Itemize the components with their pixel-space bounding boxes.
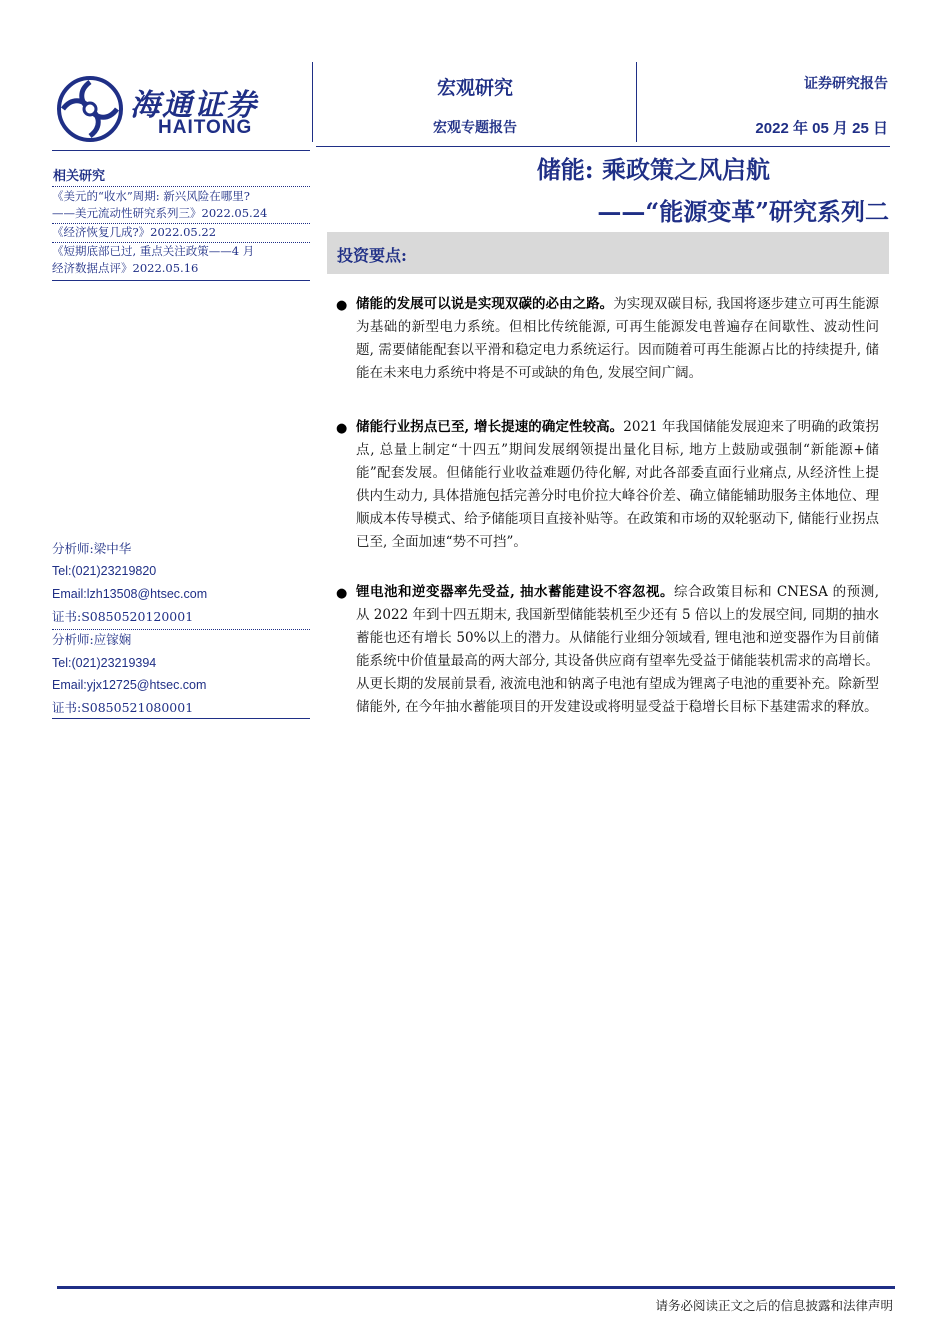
footer-disclaimer: 请务必阅读正文之后的信息披露和法律声明 bbox=[655, 1298, 893, 1313]
key-point-body: 2021 年我国储能发展迎来了明确的政策拐点, 总量上制定“十四五”期间发展纲领提出量化目标, 地方上鼓励或强制“新能源+储能”配套发展。但储能行业收益难题仍待化解, 对此各部委直面行业痛点, 从经济性上提供内生动力, 具体措施包括完善分时电价拉大峰谷价差、确立储能辅助服务主体地位、理顺成本传导模式、给予储能项目直接补贴等。在政策和市场的双轮驱动下, 储能行业拐点已至, 全面加速“势不可挡”。 bbox=[356, 419, 879, 550]
report-category: 宏观研究 bbox=[436, 77, 513, 99]
analyst-email[interactable]: Email:yjx12725@htsec.com bbox=[52, 678, 207, 692]
header-divider bbox=[636, 62, 637, 142]
bullet-icon: ● bbox=[336, 298, 348, 313]
bullet-icon: ● bbox=[336, 586, 348, 601]
related-report-link[interactable]: ——美元流动性研究系列三》2022.05.24 bbox=[52, 206, 268, 220]
logo-name-cn: 海通证券 bbox=[130, 88, 258, 123]
analyst-email[interactable]: Email:lzh13508@htsec.com bbox=[52, 587, 208, 601]
report-title: 储能: 乘政策之风启航 bbox=[536, 155, 770, 184]
key-point-body: 综合政策目标和 CNESA 的预测, 从 2022 年到十四五期末, 我国新型储能装机至少还有 5 倍以上的发展空间, 同期的抽水蓄能也还有增长 50%以上的潜力。从储能行业细分领域看, 锂电池和逆变器作为目前储能系统中价值量最高的两大部分, 其设备供应商有望率先受益于储能装机需求的高增长。从更长期的发展前景看, 液流电池和钠离子电池有望成为锂离子电池的重要补充。除新型储能外, 在今年抽水蓄能项目的开发建设或将明显受益于稳增长目标下基建需求的释放。 bbox=[356, 584, 879, 715]
key-point bbox=[356, 293, 879, 385]
analyst-tel: Tel:(021)23219394 bbox=[52, 656, 157, 670]
key-point bbox=[356, 416, 879, 554]
analyst-name: 分析师:应镓娴 bbox=[52, 632, 132, 647]
key-point-body: 为实现双碳目标, 我国将逐步建立可再生能源为基础的新型电力系统。但相比传统能源, 可再生能源发电普遍存在间歇性、波动性问题, 需要储能配套以平滑和稳定电力系统运行。因而随着可再生能源占比的持续提升, 储能在未来电力系统中将是不可或缺的角色, 发展空间广阔。 bbox=[356, 296, 879, 381]
divider bbox=[52, 186, 310, 187]
related-report-link[interactable]: 经济数据点评》2022.05.16 bbox=[52, 261, 199, 275]
haitong-logo-icon bbox=[57, 76, 123, 142]
related-research-title: 相关研究 bbox=[53, 169, 106, 184]
divider bbox=[52, 280, 310, 281]
key-point-heading: 储能的发展可以说是实现双碳的必由之路。 bbox=[356, 296, 614, 312]
related-report-link[interactable]: 《美元的“收水”周期: 新兴风险在哪里? bbox=[52, 189, 250, 203]
analyst-name: 分析师:梁中华 bbox=[52, 541, 132, 556]
footer-rule bbox=[57, 1286, 895, 1289]
logo-name-en: HAITONG bbox=[158, 117, 253, 138]
report-subtitle: ——“能源变革”研究系列二 bbox=[597, 197, 889, 226]
analyst-cert: 证书:S0850520120001 bbox=[52, 609, 194, 624]
related-report-link[interactable]: 《短期底部已过, 重点关注政策——4 月 bbox=[52, 244, 255, 258]
analyst-tel: Tel:(021)23219820 bbox=[52, 564, 157, 578]
header-separator bbox=[316, 146, 890, 147]
key-points-header bbox=[327, 232, 889, 274]
report-type: 宏观专题报告 bbox=[433, 120, 517, 136]
header-separator bbox=[52, 150, 310, 151]
header-divider bbox=[312, 62, 313, 142]
bullet-icon: ● bbox=[336, 421, 348, 436]
report-date: 2022 年 05 月 25 日 bbox=[755, 120, 888, 137]
key-point-heading: 储能行业拐点已至, 增长提速的确定性较高。 bbox=[356, 419, 624, 435]
analyst-cert: 证书:S0850521080001 bbox=[52, 700, 194, 715]
report-series: 证券研究报告 bbox=[804, 76, 888, 92]
related-report-link[interactable]: 《经济恢复几成?》2022.05.22 bbox=[52, 225, 217, 239]
key-points-label: 投资要点: bbox=[337, 246, 407, 265]
key-point-heading: 锂电池和逆变器率先受益, 抽水蓄能建设不容忽视。 bbox=[356, 584, 675, 600]
divider bbox=[52, 718, 310, 719]
key-point bbox=[356, 581, 879, 719]
